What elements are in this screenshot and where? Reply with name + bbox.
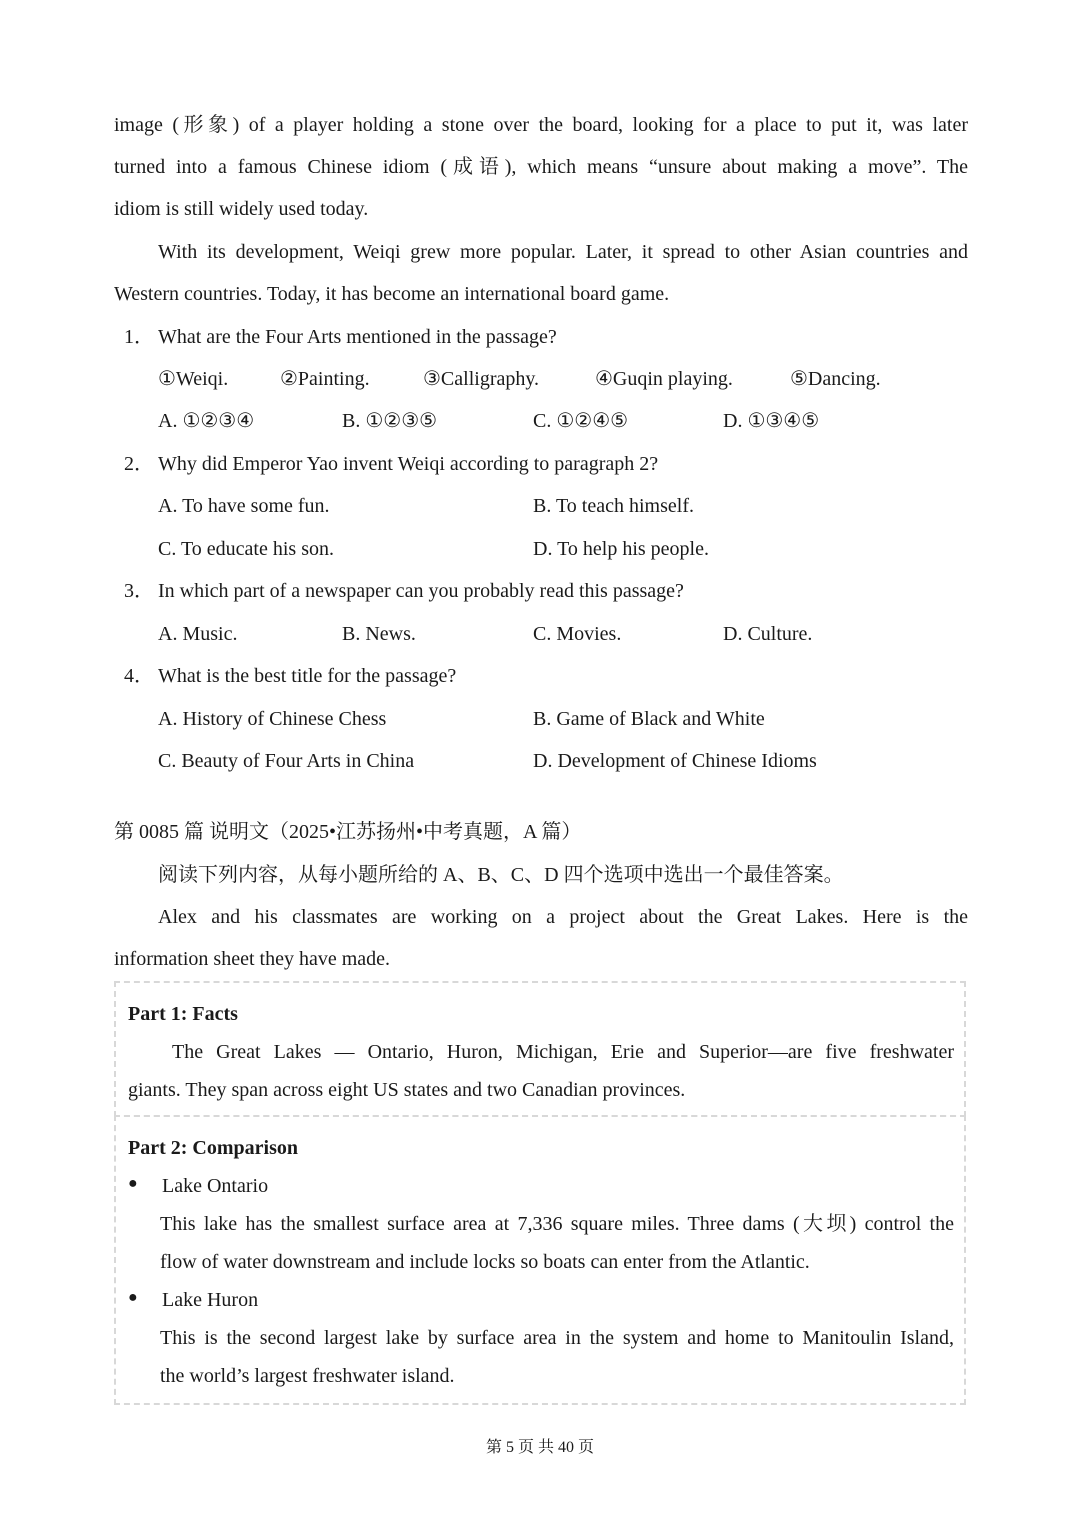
section-instruction: 阅读下列内容，从每小题所给的 A、B、C、D 四个选项中选出一个最佳答案。	[158, 864, 844, 886]
lake-name: Lake Huron	[162, 1289, 259, 1311]
answer-option[interactable]: D. To help his people.	[533, 538, 709, 560]
part1-title: Part 1: Facts	[128, 1003, 238, 1025]
question-item: ①Weiqi.	[158, 368, 229, 390]
answer-option[interactable]: D. ①③④⑤	[723, 410, 820, 432]
part2-title: Part 2: Comparison	[128, 1137, 298, 1159]
part1-line: giants. They span across eight US states and two Canadian provinces.	[128, 1079, 686, 1101]
passage-line: Western countries. Today, it has become an international board game.	[114, 283, 670, 305]
part1-line: The Great Lakes — Ontario, Huron, Michigan, Erie and Superior—are five freshwater	[172, 1041, 954, 1063]
answer-option[interactable]: B. News.	[342, 623, 416, 645]
question-text: What are the Four Arts mentioned in the passage?	[158, 326, 557, 348]
bullet-icon: ●	[128, 1289, 138, 1306]
lake-description-line: the world’s largest freshwater island.	[160, 1365, 455, 1387]
answer-option[interactable]: D. Culture.	[723, 623, 813, 645]
intro-line: information sheet they have made.	[114, 948, 391, 970]
question-item: ④Guqin playing.	[595, 368, 733, 390]
page-footer: 第 5 页 共 40 页	[485, 1439, 594, 1456]
passage-line: turned into a famous Chinese idiom (成语), which means “unsure about making a move”. The	[114, 156, 968, 178]
answer-option[interactable]: D. Development of Chinese Idioms	[533, 750, 817, 772]
question-item: ⑤Dancing.	[790, 368, 881, 390]
question-item: ③Calligraphy.	[423, 368, 540, 390]
info-sheet-part1	[114, 981, 966, 1117]
answer-option[interactable]: A. ①②③④	[158, 410, 255, 432]
question-number: 3．	[124, 580, 154, 602]
answer-option[interactable]: B. Game of Black and White	[533, 708, 765, 730]
question-number: 4．	[124, 665, 154, 687]
section-heading: 第 0085 篇 说明文（2025•江苏扬州•中考真题，A 篇）	[114, 821, 582, 843]
answer-option[interactable]: C. Beauty of Four Arts in China	[158, 750, 415, 772]
question-number: 1．	[124, 326, 154, 348]
answer-option[interactable]: C. Movies.	[533, 623, 622, 645]
answer-option[interactable]: B. ①②③⑤	[342, 410, 438, 432]
lake-description-line: This lake has the smallest surface area at 7,336 square miles. Three dams (大坝) control the	[160, 1213, 954, 1235]
question-number: 2．	[124, 453, 154, 475]
passage-line: idiom is still widely used today.	[114, 198, 369, 220]
passage-line: image (形象) of a player holding a stone over the board, looking for a place to put it, was later	[114, 114, 968, 136]
bullet-icon: ●	[128, 1175, 138, 1192]
lake-name: Lake Ontario	[162, 1175, 269, 1197]
info-sheet-part2	[114, 1115, 966, 1405]
question-text: Why did Emperor Yao invent Weiqi according to paragraph 2?	[158, 453, 659, 475]
answer-option[interactable]: A. To have some fun.	[158, 495, 330, 517]
lake-description-line: flow of water downstream and include locks so boats can enter from the Atlantic.	[160, 1251, 810, 1273]
question-text: In which part of a newspaper can you probably read this passage?	[158, 580, 684, 602]
answer-option[interactable]: A. History of Chinese Chess	[158, 708, 387, 730]
answer-option[interactable]: C. ①②④⑤	[533, 410, 629, 432]
answer-option[interactable]: B. To teach himself.	[533, 495, 694, 517]
lake-description-line: This is the second largest lake by surface area in the system and home to Manitoulin Island,	[160, 1327, 954, 1349]
question-text: What is the best title for the passage?	[158, 665, 457, 687]
answer-option[interactable]: A. Music.	[158, 623, 238, 645]
question-item: ②Painting.	[280, 368, 370, 390]
intro-line: Alex and his classmates are working on a project about the Great Lakes. Here is the	[158, 906, 968, 928]
passage-line: With its development, Weiqi grew more popular. Later, it spread to other Asian countries and	[158, 241, 968, 263]
answer-option[interactable]: C. To educate his son.	[158, 538, 334, 560]
